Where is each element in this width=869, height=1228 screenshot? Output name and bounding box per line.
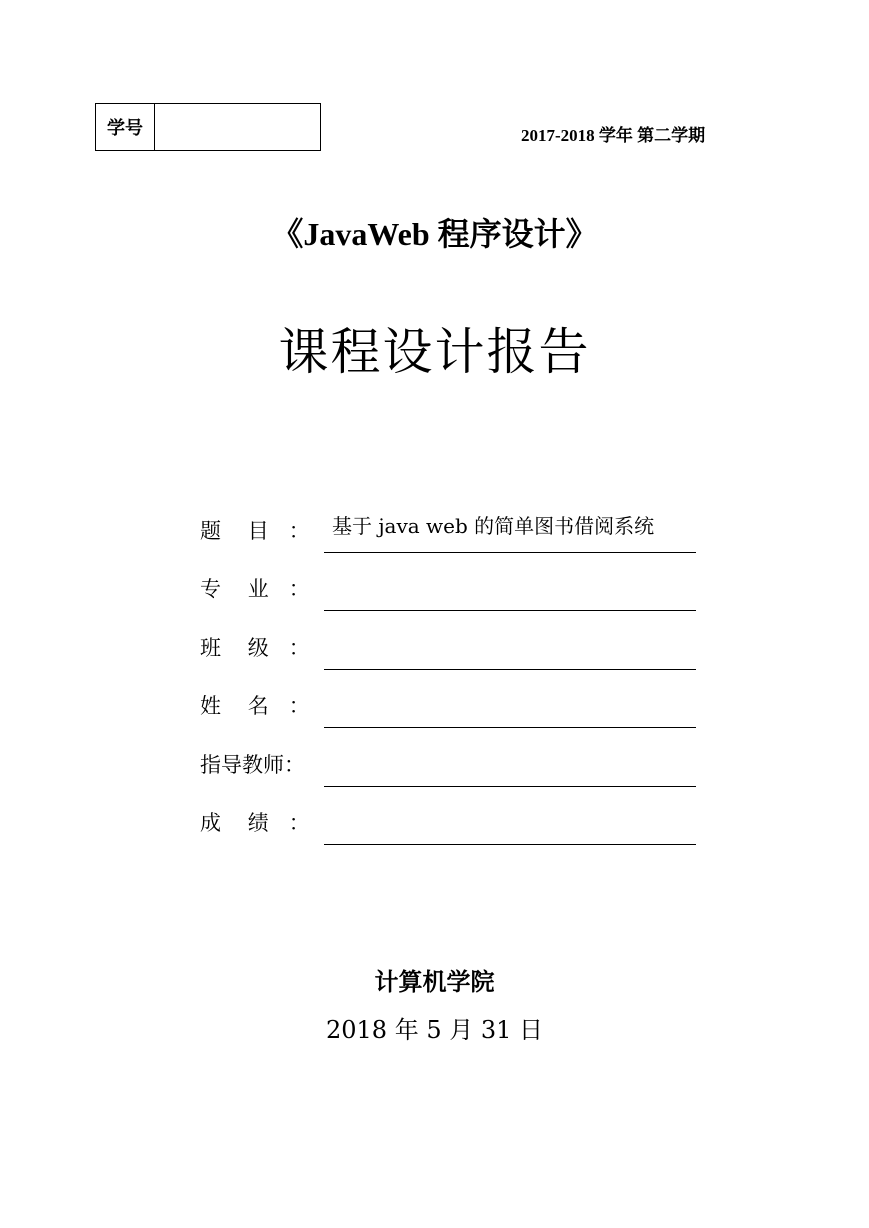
field-row-grade <box>200 787 700 846</box>
field-underline <box>324 844 696 845</box>
report-date: 2018 年 5 月 31 日 <box>325 1016 544 1044</box>
field-row-topic <box>200 494 700 553</box>
semester-label: 2017-2018 学年 第二学期 <box>521 126 706 145</box>
field-row-class <box>200 611 700 670</box>
student-id-field[interactable] <box>155 104 320 150</box>
field-label-major: 专 业 ： <box>200 577 310 601</box>
field-row-major <box>200 553 700 612</box>
field-label-topic: 题 目 ： <box>200 518 310 543</box>
field-label-name: 姓 名 ： <box>200 694 310 718</box>
student-id-label: 学号 <box>96 104 155 150</box>
field-value-topic[interactable]: 基于 java web 的简单图书借阅系统 <box>332 513 655 538</box>
field-label-class: 班 级 ： <box>200 635 310 660</box>
field-label-advisor: 指导教师： <box>200 752 305 777</box>
report-title: 课程设计报告 <box>278 323 591 381</box>
course-title: 《JavaWeb 程序设计》 <box>271 216 598 252</box>
info-fields <box>200 494 700 845</box>
institute-name: 计算机学院 <box>374 968 495 996</box>
field-row-advisor <box>200 728 700 787</box>
student-id-box <box>95 103 321 151</box>
field-row-name <box>200 670 700 729</box>
field-label-grade: 成 绩 ： <box>200 811 310 835</box>
